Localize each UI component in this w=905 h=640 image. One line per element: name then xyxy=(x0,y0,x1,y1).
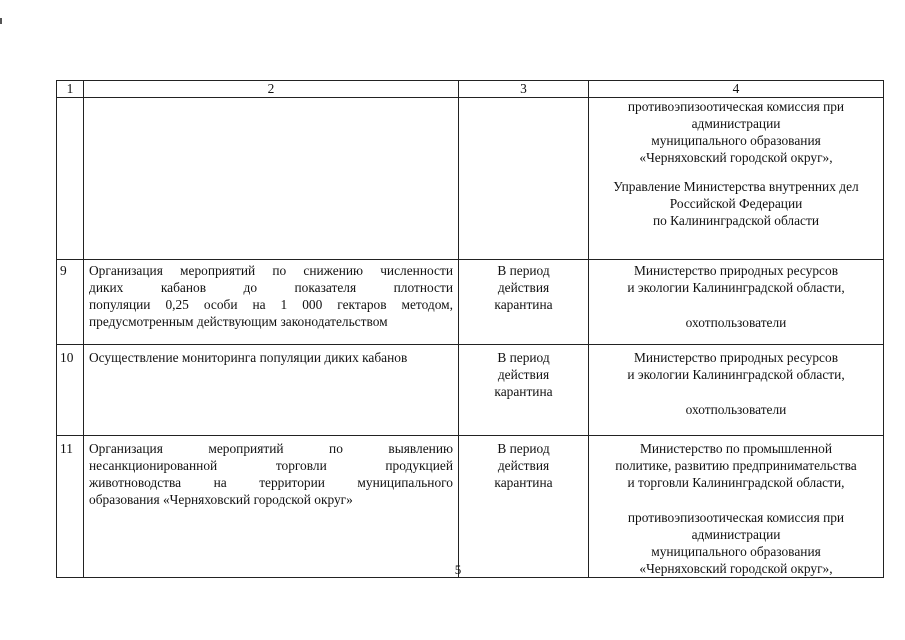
responsible-line: Министерство природных ресурсов xyxy=(633,350,839,365)
responsible-line: охотпользователи xyxy=(685,315,787,330)
responsible-cell xyxy=(589,436,884,578)
task-line: образования «Черняховский городской округ» xyxy=(89,492,353,507)
responsible-line: и торговли Калининградской области, xyxy=(627,475,845,490)
row-number-cell xyxy=(57,98,84,260)
header-col-2: 2 xyxy=(84,81,459,98)
header-col-1: 1 xyxy=(57,81,84,98)
responsible-line: Управление Министерства внутренних дел xyxy=(613,179,859,194)
period-line: действия xyxy=(497,458,550,473)
responsible-line: администрации xyxy=(691,527,781,542)
header-col-3: 3 xyxy=(459,81,589,98)
task-line: животноводства на территории муниципального xyxy=(89,475,453,490)
responsible-line: политике, развитию предпринимательства xyxy=(615,458,857,473)
task-line: Организация мероприятий по выявлению xyxy=(89,441,453,456)
responsible-line: и экологии Калининградской области, xyxy=(627,280,845,295)
period-cell xyxy=(459,98,589,260)
period-line: В период xyxy=(497,263,550,278)
row-number: 11 xyxy=(57,436,84,578)
period-cell xyxy=(459,345,589,436)
responsible-line: администрации xyxy=(691,116,781,131)
responsible-line: муниципального образования xyxy=(651,133,821,148)
responsible-line: «Черняховский городской округ», xyxy=(639,150,833,165)
responsible-line: противоэпизоотическая комиссия при xyxy=(627,510,845,525)
responsible-line: противоэпизоотическая комиссия при xyxy=(627,99,845,114)
header-col-4: 4 xyxy=(589,81,884,98)
period-line: карантина xyxy=(494,384,553,399)
period-line: карантина xyxy=(494,475,553,490)
task-line: популяции 0,25 особи на 1 000 гектаров методом, xyxy=(89,297,453,312)
responsible-line: «Черняховский городской округ», xyxy=(639,561,833,576)
table-header-row xyxy=(57,81,884,98)
responsible-line: по Калининградской области xyxy=(652,213,820,228)
responsible-cell xyxy=(589,345,884,436)
responsible-line: муниципального образования xyxy=(651,544,821,559)
period-line: действия xyxy=(497,367,550,382)
period-cell xyxy=(459,436,589,578)
period-line: карантина xyxy=(494,297,553,312)
responsible-cell xyxy=(589,260,884,345)
task-cell xyxy=(84,260,459,345)
task-cell xyxy=(84,345,459,436)
task-line: предусмотренным действующим законодательством xyxy=(89,314,388,329)
row-number: 9 xyxy=(57,260,84,345)
task-line: несанкционированной торговли продукцией xyxy=(89,458,453,473)
table-row-10 xyxy=(57,345,884,436)
task-cell xyxy=(84,436,459,578)
task-line: Организация мероприятий по снижению численности xyxy=(89,263,453,278)
responsible-line: Министерство природных ресурсов xyxy=(633,263,839,278)
table-row-11 xyxy=(57,436,884,578)
responsible-line: Министерство по промышленной xyxy=(639,441,833,456)
measures-table xyxy=(56,80,884,578)
page-number: 5 xyxy=(454,562,462,577)
period-cell xyxy=(459,260,589,345)
table-row-9 xyxy=(57,260,884,345)
scan-edge-mark xyxy=(0,18,2,24)
period-line: В период xyxy=(497,350,550,365)
period-line: действия xyxy=(497,280,550,295)
responsible-line: и экологии Калининградской области, xyxy=(627,367,845,382)
row-number: 10 xyxy=(57,345,84,436)
table-row-continuation xyxy=(57,98,884,260)
responsible-line: охотпользователи xyxy=(685,402,787,417)
task-line: Осуществление мониторинга популяции диких кабанов xyxy=(89,350,408,365)
responsible-cell xyxy=(589,98,884,260)
task-line: диких кабанов до показателя плотности xyxy=(89,280,453,295)
task-cell xyxy=(84,98,459,260)
period-line: В период xyxy=(497,441,550,456)
responsible-line: Российской Федерации xyxy=(669,196,803,211)
